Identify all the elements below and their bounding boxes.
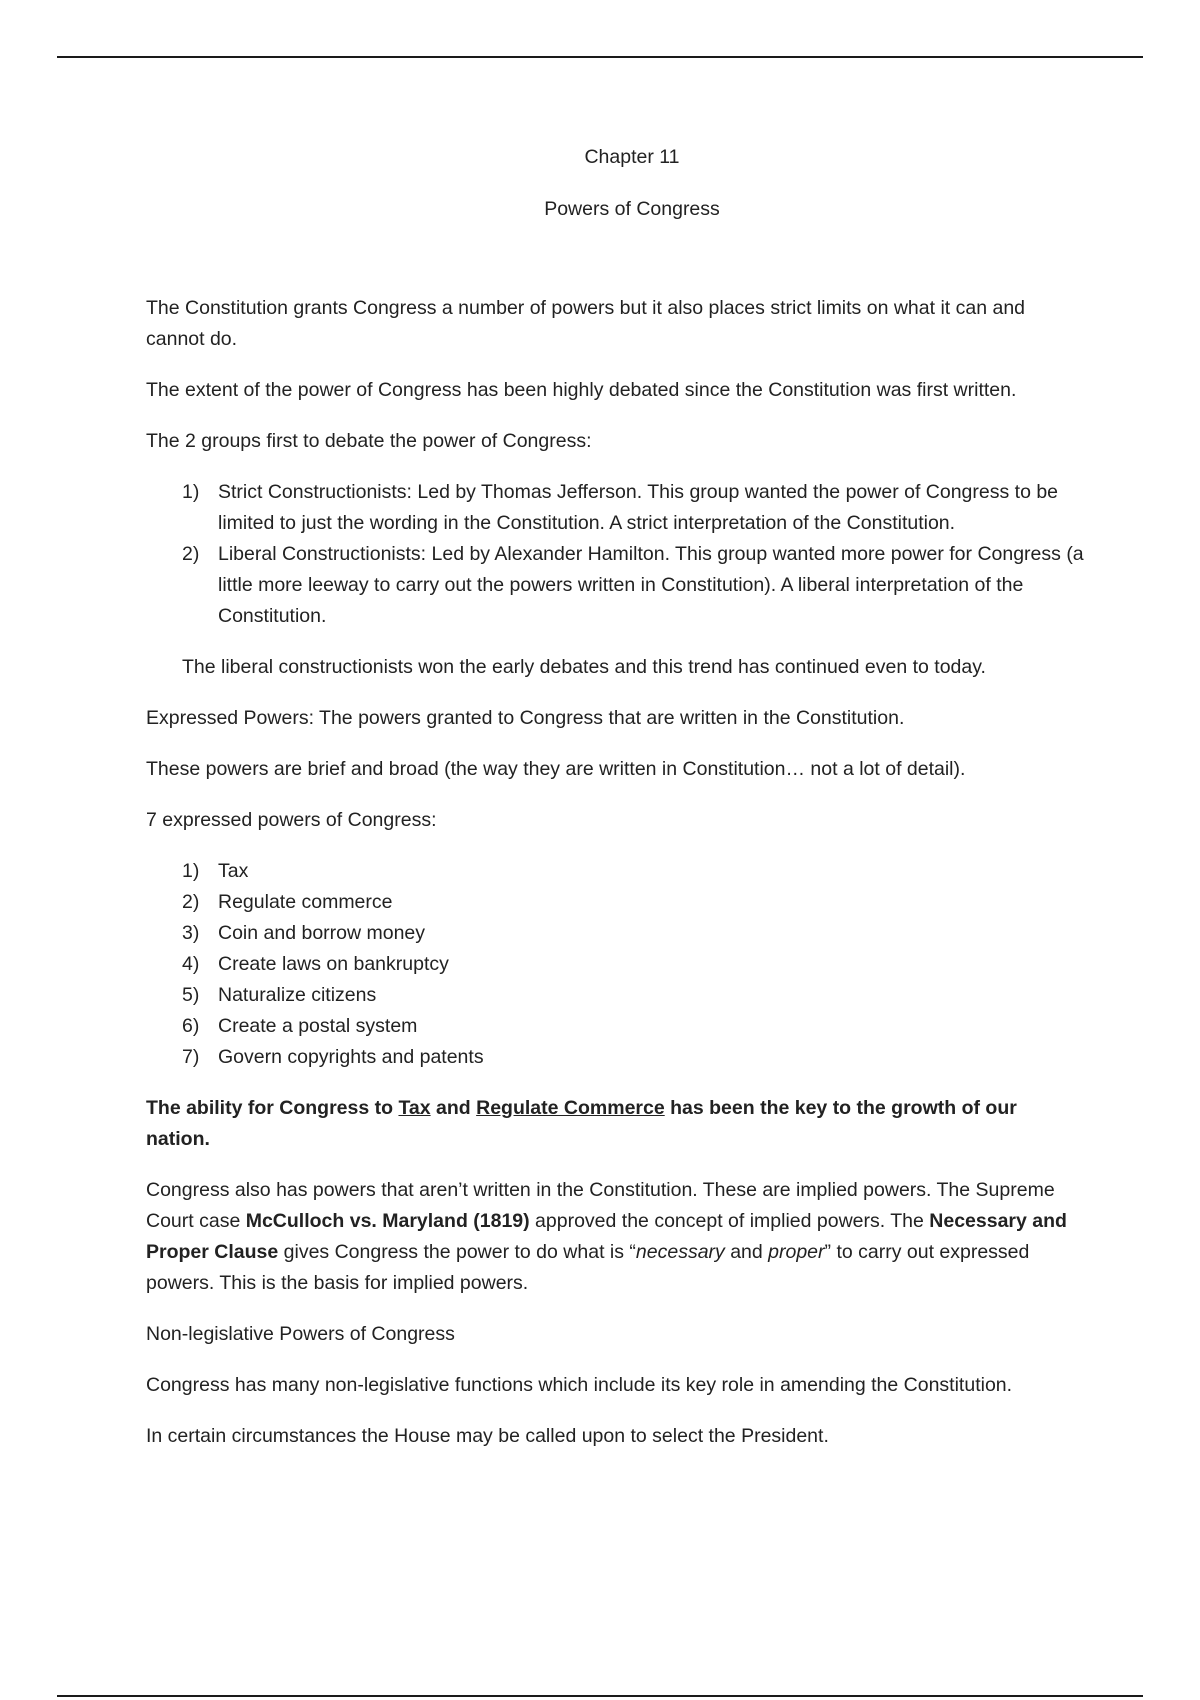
court-case: McCulloch vs. Maryland (1819) — [245, 1210, 530, 1232]
list-item-text: Liberal Constructionists: Led by Alexander Hamilton. This group wanted more power for Congress (a little more leeway to carry out the powers written in Constitution). A liberal interpretation of the Constitution. — [218, 543, 1084, 627]
house-select-paragraph: In certain circumstances the House may be called upon to select the President. — [146, 1425, 829, 1447]
list-number: 2) — [182, 891, 200, 913]
list-number: 1) — [182, 860, 200, 882]
implied-text: gives Congress the power to do what is “ — [278, 1241, 636, 1263]
list-number: 3) — [182, 922, 200, 944]
necessary-proper-clause: Necessary and Proper Clause — [146, 1210, 1067, 1263]
key-growth-text: has been the key to the growth of our nation. — [146, 1097, 1017, 1150]
intro-paragraph: The Constitution grants Congress a number of powers but it also places strict limits on what it can and cannot do. — [146, 297, 1026, 350]
list-item-text: Strict Constructionists: Led by Thomas Jefferson. This group wanted the power of Congress to be limited to just the wording in the Constitution. A strict interpretation of the Constitution. — [218, 481, 1059, 534]
key-growth-statement — [146, 1093, 1086, 1155]
non-legislative-paragraph: Congress has many non-legislative functions which include its key role in amending the Constitution. — [146, 1374, 1013, 1396]
implied-text: ” to carry out expressed powers. This is the basis for implied powers. — [146, 1241, 1030, 1294]
implied-text: Congress also has powers that aren’t written in the Constitution. These are implied powers. The Supreme Court case — [146, 1179, 1055, 1232]
list-item — [146, 980, 1086, 1011]
proper-term: proper — [768, 1241, 825, 1263]
chapter-heading: Chapter 11 — [584, 146, 680, 168]
list-number: 5) — [182, 984, 200, 1006]
key-growth-text: The ability for Congress to — [146, 1097, 399, 1119]
expressed-brief: These powers are brief and broad (the way they are written in Constitution… not a lot of detail). — [146, 758, 966, 780]
list-item-text: Govern copyrights and patents — [218, 1046, 484, 1068]
debate-paragraph: The extent of the power of Congress has been highly debated since the Constitution was first written. — [146, 379, 1017, 401]
list-number: 1) — [182, 481, 200, 503]
list-number: 4) — [182, 953, 200, 975]
groups-list — [146, 477, 1086, 632]
expressed-definition: Expressed Powers: The powers granted to Congress that are written in the Constitution. — [146, 707, 905, 729]
header-rule — [57, 56, 1143, 58]
key-growth-text: and — [430, 1097, 477, 1119]
non-legislative-heading: Non-legislative Powers of Congress — [146, 1323, 455, 1345]
list-item-text: Create a postal system — [218, 1015, 418, 1037]
page-title: Powers of Congress — [544, 198, 720, 220]
regulate-commerce-term: Regulate Commerce — [476, 1097, 665, 1119]
list-item — [146, 1042, 1086, 1073]
list-number: 6) — [182, 1015, 200, 1037]
list-item-text: Naturalize citizens — [218, 984, 377, 1006]
list-item — [146, 477, 1086, 539]
list-item-text: Create laws on bankruptcy — [218, 953, 449, 975]
list-number: 2) — [182, 543, 200, 565]
list-item — [146, 856, 1086, 887]
powers-list — [146, 856, 1086, 1073]
list-item-text: Tax — [218, 860, 249, 882]
list-number: 7) — [182, 1046, 200, 1068]
list-item — [146, 918, 1086, 949]
implied-powers-paragraph — [146, 1175, 1086, 1299]
tax-term: Tax — [398, 1097, 431, 1119]
list-item-text: Regulate commerce — [218, 891, 393, 913]
document-page — [146, 142, 1086, 1472]
implied-text: approved the concept of implied powers. The — [529, 1210, 930, 1232]
list-item-text: Coin and borrow money — [218, 922, 426, 944]
necessary-term: necessary — [635, 1241, 725, 1263]
liberal-won-paragraph: The liberal constructionists won the early debates and this trend has continued even to today. — [182, 656, 986, 678]
list-item — [146, 1011, 1086, 1042]
list-item — [146, 887, 1086, 918]
powers-heading: 7 expressed powers of Congress: — [146, 809, 437, 831]
footer-rule — [57, 1695, 1143, 1697]
list-item — [146, 539, 1086, 632]
list-item — [146, 949, 1086, 980]
implied-text: and — [724, 1241, 769, 1263]
groups-heading: The 2 groups first to debate the power of Congress: — [146, 430, 592, 452]
